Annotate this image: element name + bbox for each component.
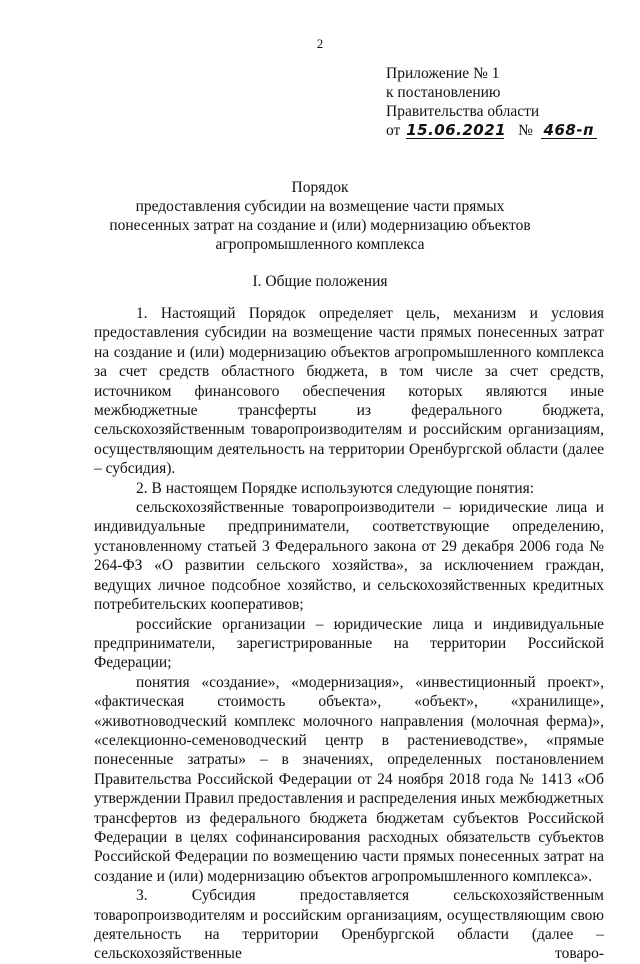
title-line-1: предоставления субсидии на возмещение части прямых (135, 198, 505, 215)
paragraph: 1. Настоящий Порядок определяет цель, механизм и условия предоставления субсидии на возмещение части прямых понесенных затрат на создание и (или) модернизацию объектов агропромышленного комплекса за счет средств областного бюджета, в том числе за счет средств, источником финансового обеспечения которых являются иные межбюджетные трансферты из федерального бюджета, сельскохозяйственным товаропроизводителям и российским организациям, осуществляющим деятельность на территории Оренбургской области (далее – субсидия). (94, 305, 604, 478)
appendix-header (386, 64, 597, 140)
paragraph: 3. Субсидия предоставляется сельскохозяйственным товаропроизводителям и российским организациям, осуществляющим свою деятельность на территории Оренбургской области (далее – сельскохозяйственные товаро- (94, 887, 604, 963)
number-field (541, 123, 597, 139)
appendix-date-number-row (386, 121, 597, 140)
document-title (0, 178, 640, 254)
paragraph: понятия «создание», «модернизация», «инвестиционный проект», «фактическая стоимость объекта», «объект», «хранилище», «животноводческий комплекс молочного направления (молочная ферма)», «селекционно-семеноводческий центр в растениеводстве», «прямые понесенные затраты» – в значениях, определенных постановлением Правительства Российской Федерации от 24 ноября 2018 года № 1413 «Об утверждении Правил предоставления и распределения иных межбюджетных трансфертов из федерального бюджета бюджетам субъектов Российской Федерации в целях софинансирования расходных обязательств субъектов Российской Федерации по возмещению части прямых понесенных затрат на создание и (или) модернизацию объектов агропромышленного комплекса». (94, 673, 604, 885)
appendix-line-3: Правительства области (386, 103, 540, 120)
from-label: от (386, 122, 401, 139)
page-number: 2 (316, 36, 324, 51)
section-heading: I. Общие положения (252, 273, 388, 290)
title-heading: Порядок (291, 179, 349, 196)
handwritten-date: 15.06.2021 (406, 121, 507, 139)
appendix-line-1: Приложение № 1 (386, 65, 500, 82)
handwritten-number: 468-п (543, 121, 594, 139)
paragraph: 2. В настоящем Порядке используются следующие понятия: (136, 479, 535, 497)
paragraph: российские организации – юридические лица и индивидуальные предприниматели, зарегистрированные на территории Российской Федерации; (94, 615, 604, 672)
number-label: № (518, 122, 533, 139)
paragraph: сельскохозяйственные товаропроизводители – юридические лица и индивидуальные предприниматели, соответствующие определению, установленному статьей 3 Федерального закона от 29 декабря 2006 года № 264-ФЗ «О развитии сельского хозяйства», за исключением граждан, ведущих личное подсобное хозяйство, и сельскохозяйственных кредитных потребительских кооперативов; (94, 499, 604, 614)
appendix-line-2: к постановлению (386, 84, 501, 101)
date-field (406, 121, 507, 139)
title-line-2: понесенных затрат на создание и (или) модернизацию объектов (109, 217, 531, 234)
title-line-3: агропромышленного комплекса (215, 236, 425, 253)
document-body (94, 304, 604, 964)
